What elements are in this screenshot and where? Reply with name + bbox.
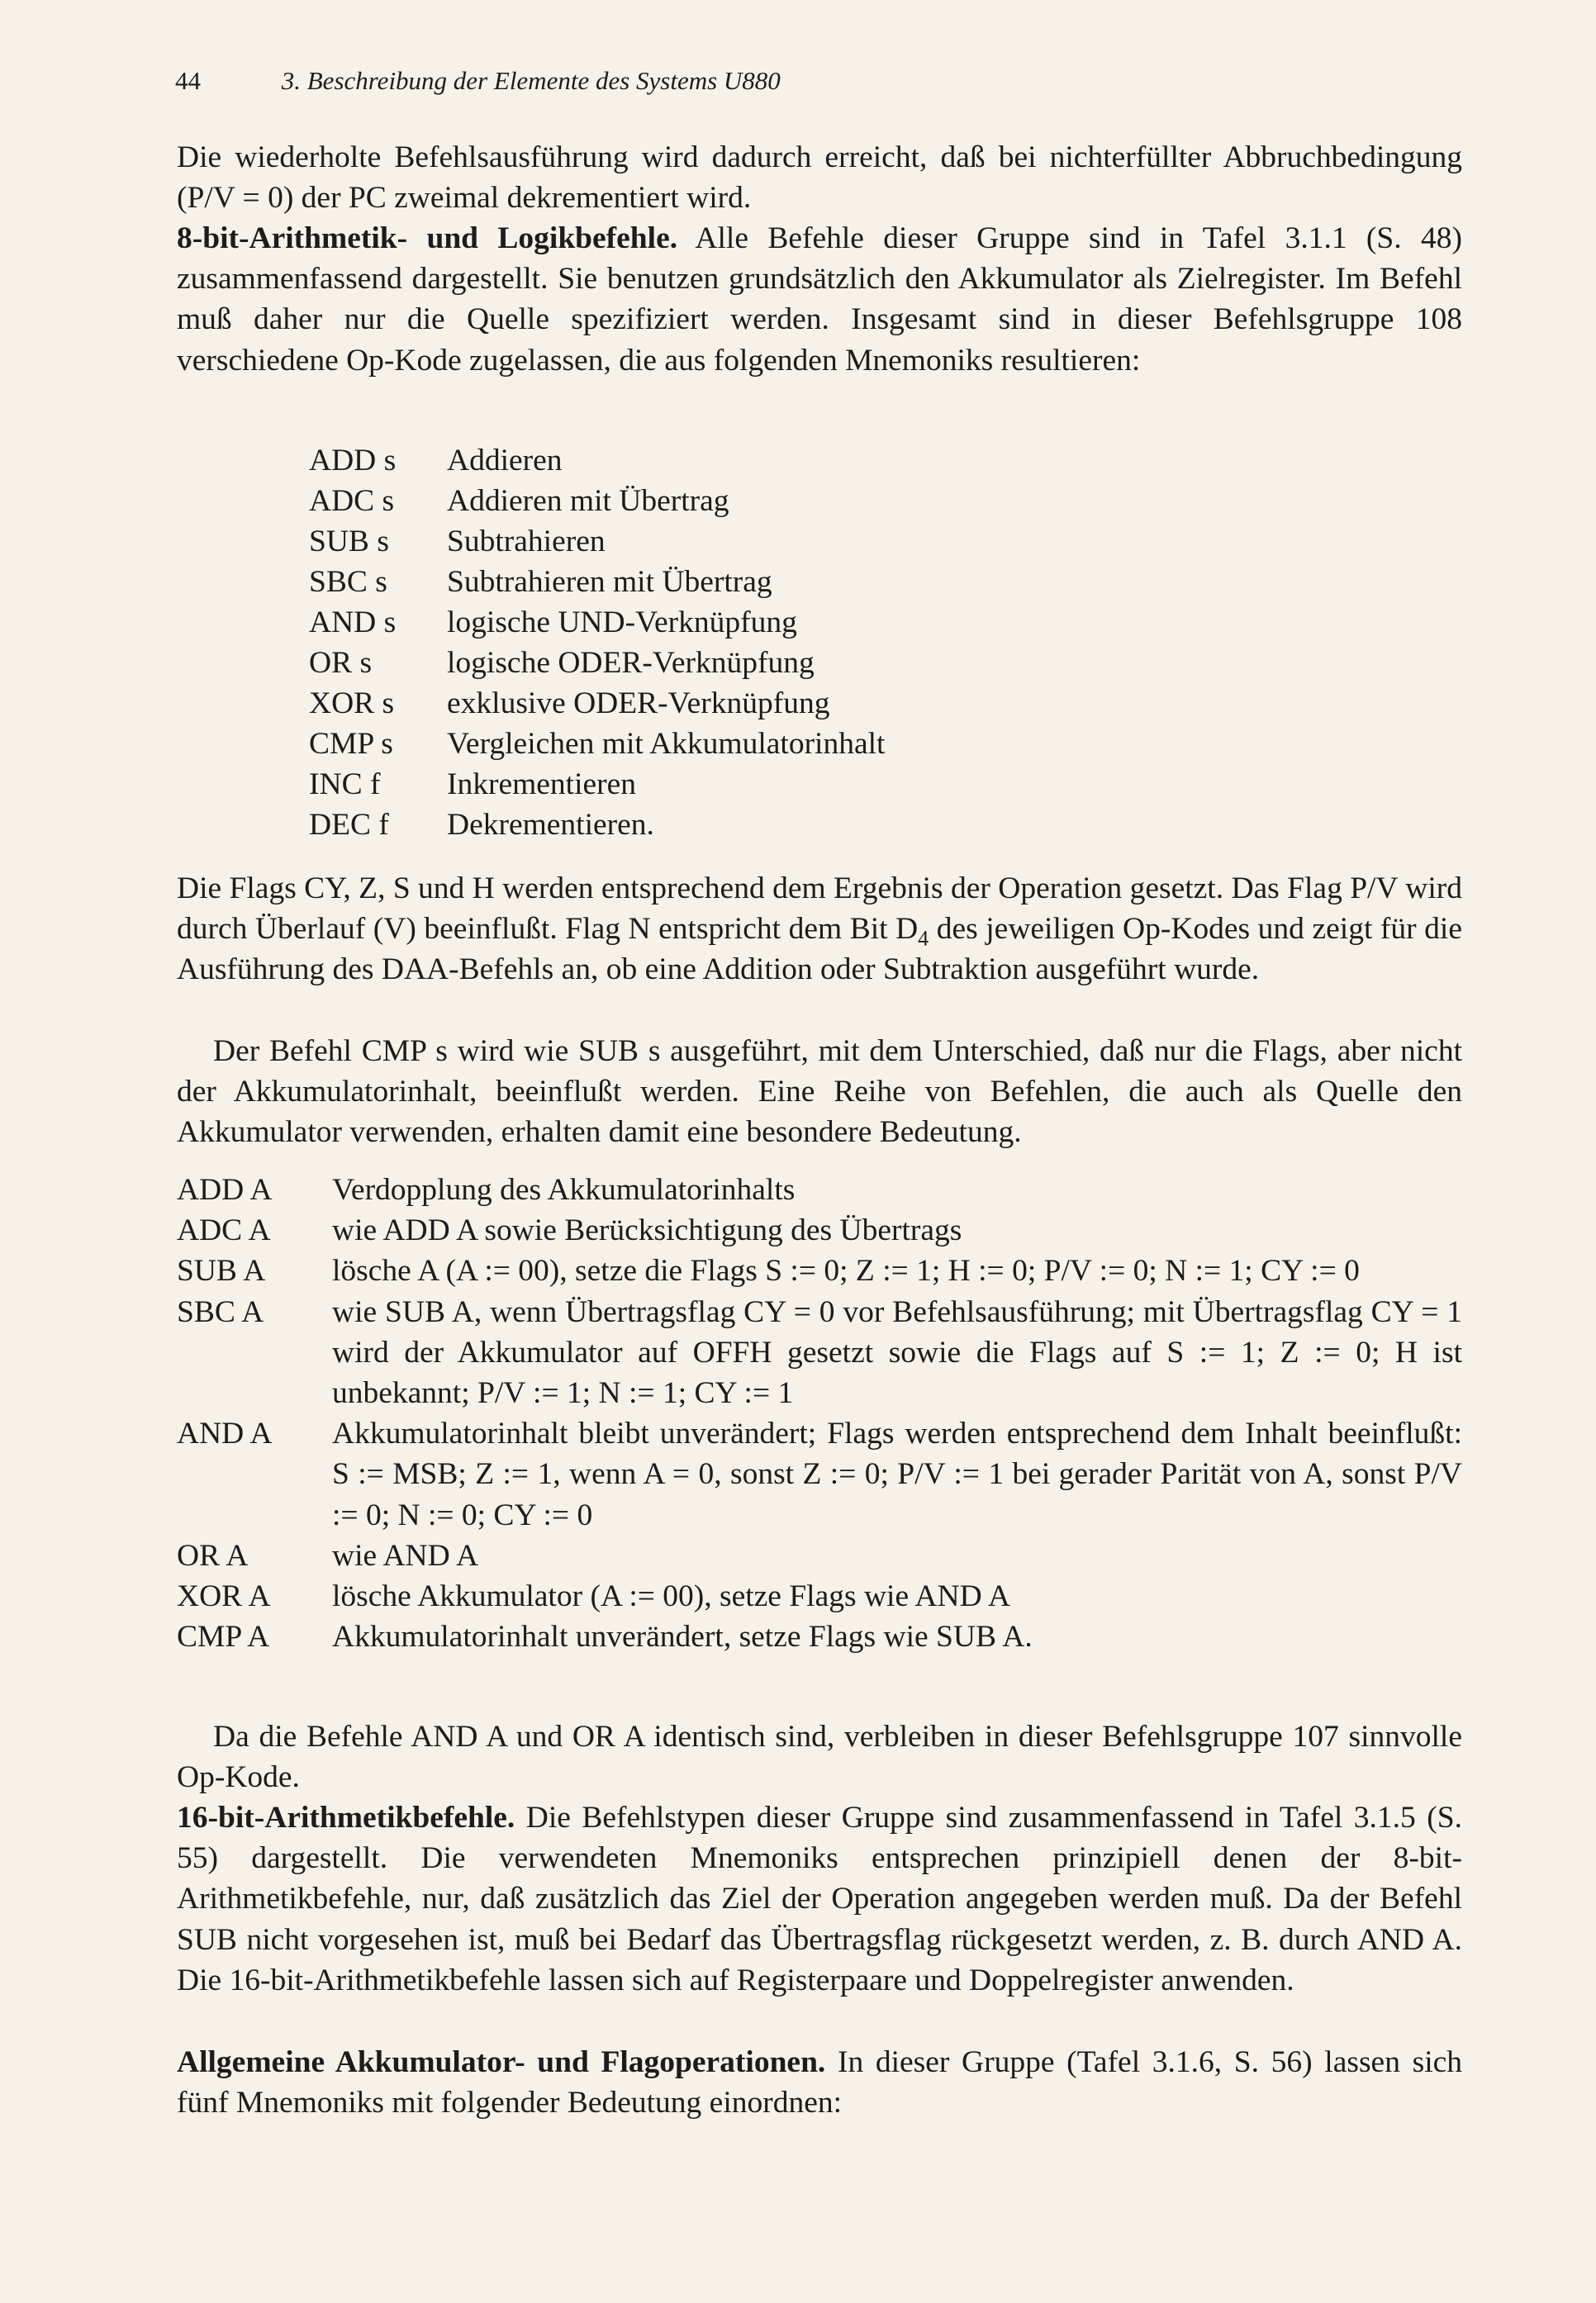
list-item [177, 1413, 1462, 1536]
list-item [309, 724, 885, 764]
command-code: ADC A [177, 1213, 271, 1248]
command-code: AND A [177, 1417, 273, 1451]
list-item [309, 805, 885, 845]
mnemonic-desc: Subtrahieren [447, 525, 606, 558]
command-desc: Verdopplung des Akkumulatorinhalts [332, 1173, 796, 1207]
paragraph-flag-operations [177, 2042, 1462, 2123]
mnemonic-desc: logische UND-Verknüpfung [447, 605, 797, 639]
mnemonic-code: SBC s [309, 565, 387, 599]
command-code: ADD A [177, 1173, 273, 1207]
list-item [309, 602, 885, 643]
mnemonic-code: SUB s [309, 525, 389, 558]
section-heading-8bit: 8-bit-Arithmetik- und Logikbefehle. [177, 221, 678, 255]
paragraph-text: In dieser Gruppe (Tafel 3.1.6, S. 56) lassen sich fünf Mnemoniks mit folgender Bedeutung einordnen: [177, 2045, 1463, 2120]
mnemonic-code: ADC s [309, 484, 395, 518]
paragraph-text: Die Flags CY, Z, S und H werden entsprechend dem Ergebnis der Operation gesetzt. Das Flag P/V wird durch Überlauf (V) beeinflußt. Flag N entspricht dem Bit D [177, 871, 1462, 947]
accumulator-command-list [177, 1170, 1462, 1657]
list-item [309, 562, 885, 602]
mnemonic-code: AND s [309, 605, 397, 639]
mnemonic-list [309, 440, 885, 845]
list-item [309, 683, 885, 724]
paragraph-identical [177, 1717, 1462, 1797]
command-desc: wie SUB A, wenn Übertragsflag CY = 0 vor Befehlsausführung; mit Übertragsflag CY = 1 wird der Akkumulator auf OFFH gesetzt sowie die Flags auf S := 1; Z := 0; H ist unbekannt; P/V := 1; N := 1; CY := 1 [332, 1294, 1462, 1411]
mnemonic-code: ADD s [309, 444, 397, 477]
list-item [177, 1617, 1462, 1657]
command-code: XOR A [177, 1579, 271, 1614]
mnemonic-desc: exklusive ODER-Verknüpfung [447, 686, 830, 720]
paragraph-text: Der Befehl CMP s wird wie SUB s ausgeführt, mit dem Unterschied, daß nur die Flags, aber nicht der Akkumulatorinhalt, beeinflußt werden. Eine Reihe von Befehlen, die auch als Quelle den Akkumulator verwenden, erhalten damit eine besondere Bedeutung. [177, 1034, 1462, 1150]
mnemonic-desc: Inkrementieren [447, 767, 637, 801]
list-item [309, 481, 885, 521]
mnemonic-desc: Addieren mit Übertrag [447, 484, 729, 518]
list-item [177, 1576, 1462, 1617]
mnemonic-desc: Dekrementieren. [447, 808, 654, 842]
command-desc: Akkumulatorinhalt unverändert, setze Flags wie SUB A. [332, 1620, 1033, 1655]
mnemonic-desc: logische ODER-Verknüpfung [447, 646, 815, 680]
paragraph-16bit-arithmetic [177, 1797, 1462, 2001]
mnemonic-code: DEC f [309, 808, 389, 842]
paragraph-1: Die wiederholte Befehlsausführung wird dadurch erreicht, daß bei nichterfüllter Abbruchbedingung (P/V = 0) der PC zweimal dekrementiert wird. [177, 140, 1462, 216]
page-header [175, 64, 1464, 97]
command-desc: lösche Akkumulator (A := 00), setze Flags wie AND A [332, 1579, 1011, 1614]
command-code: OR A [177, 1538, 249, 1573]
list-item [177, 1251, 1462, 1291]
list-item [177, 1210, 1462, 1251]
paragraph-text: Die Befehlstypen dieser Gruppe sind zusammenfassend in Tafel 3.1.5 (S. 55) dargestellt. Die verwendeten Mnemoniks entsprechen prinzipiell denen der 8-bit-Arithmetikbefehle, nur, daß zusätzlich das Ziel der Operation angegeben werden muß. Da der Befehl SUB nicht vorgesehen ist, muß bei Bedarf das Übertragsflag rückgesetzt werden, z. B. durch AND A. Die 16-bit-Arithmetikbefehle lassen sich auf Registerpaare und Doppelregister anwenden. [177, 1801, 1462, 1997]
section-heading-16bit: 16-bit-Arithmetikbefehle. [177, 1801, 515, 1835]
command-code: SBC A [177, 1294, 264, 1329]
page-number: 44 [175, 66, 201, 95]
mnemonic-desc: Vergleichen mit Akkumulatorinhalt [447, 727, 886, 761]
paragraph-flags [177, 868, 1462, 990]
paragraph-cmp [177, 1031, 1462, 1153]
mnemonic-desc: Addieren [447, 444, 563, 477]
mnemonic-code: INC f [309, 767, 381, 801]
list-item [309, 440, 885, 481]
paragraph-text: Da die Befehle AND A und OR A identisch sind, verbleiben in dieser Befehlsgruppe 107 sinnvolle Op-Kode. [177, 1720, 1462, 1795]
command-code: SUB A [177, 1254, 266, 1289]
list-item [177, 1292, 1462, 1414]
command-desc: lösche A (A := 00), setze die Flags S := 0; Z := 1; H := 0; P/V := 0; N := 1; CY := 0 [332, 1254, 1360, 1289]
command-code: CMP A [177, 1620, 270, 1655]
list-item [177, 1536, 1462, 1576]
list-item [309, 643, 885, 683]
list-item [309, 764, 885, 805]
command-desc: Akkumulatorinhalt bleibt unverändert; Flags werden entsprechend dem Inhalt beeinflußt: S := MSB; Z := 1, wenn A = 0, sonst Z := 0; P/V := 1 bei gerader Parität von A, sonst P/V := 0; N := 0; CY := 0 [332, 1417, 1462, 1532]
paragraph-8bit-arithmetic [177, 218, 1462, 381]
mnemonic-desc: Subtrahieren mit Übertrag [447, 565, 772, 599]
paragraph-text: Alle Befehle dieser Gruppe sind in Tafel 3.1.1 (S. 48) zusammenfassend dargestellt. Sie benutzen grundsätzlich den Akkumulator als Zielregister. Im Befehl muß daher nur die Quelle spezifiziert werden. Insgesamt sind in dieser Befehlsgruppe 108 verschiedene Op-Kode zugelassen, die aus folgenden Mnemoniks resultieren: [177, 221, 1462, 378]
running-title: 3. Beschreibung der Elemente des Systems U880 [281, 66, 781, 95]
mnemonic-code: XOR s [309, 686, 395, 720]
paragraph-text: des jeweiligen Op-Kodes und zeigt für die Ausführung des DAA-Befehls an, ob eine Addition oder Subtraktion ausgeführt wurde. [177, 912, 1462, 987]
subscript: 4 [918, 926, 929, 951]
list-item [309, 521, 885, 562]
mnemonic-code: OR s [309, 646, 373, 680]
section-heading-flagops: Allgemeine Akkumulator- und Flagoperationen. [177, 2045, 826, 2079]
list-item [177, 1170, 1462, 1210]
command-desc: wie AND A [332, 1538, 479, 1573]
command-desc: wie ADD A sowie Berücksichtigung des Übertrags [332, 1213, 962, 1248]
mnemonic-code: CMP s [309, 727, 393, 761]
